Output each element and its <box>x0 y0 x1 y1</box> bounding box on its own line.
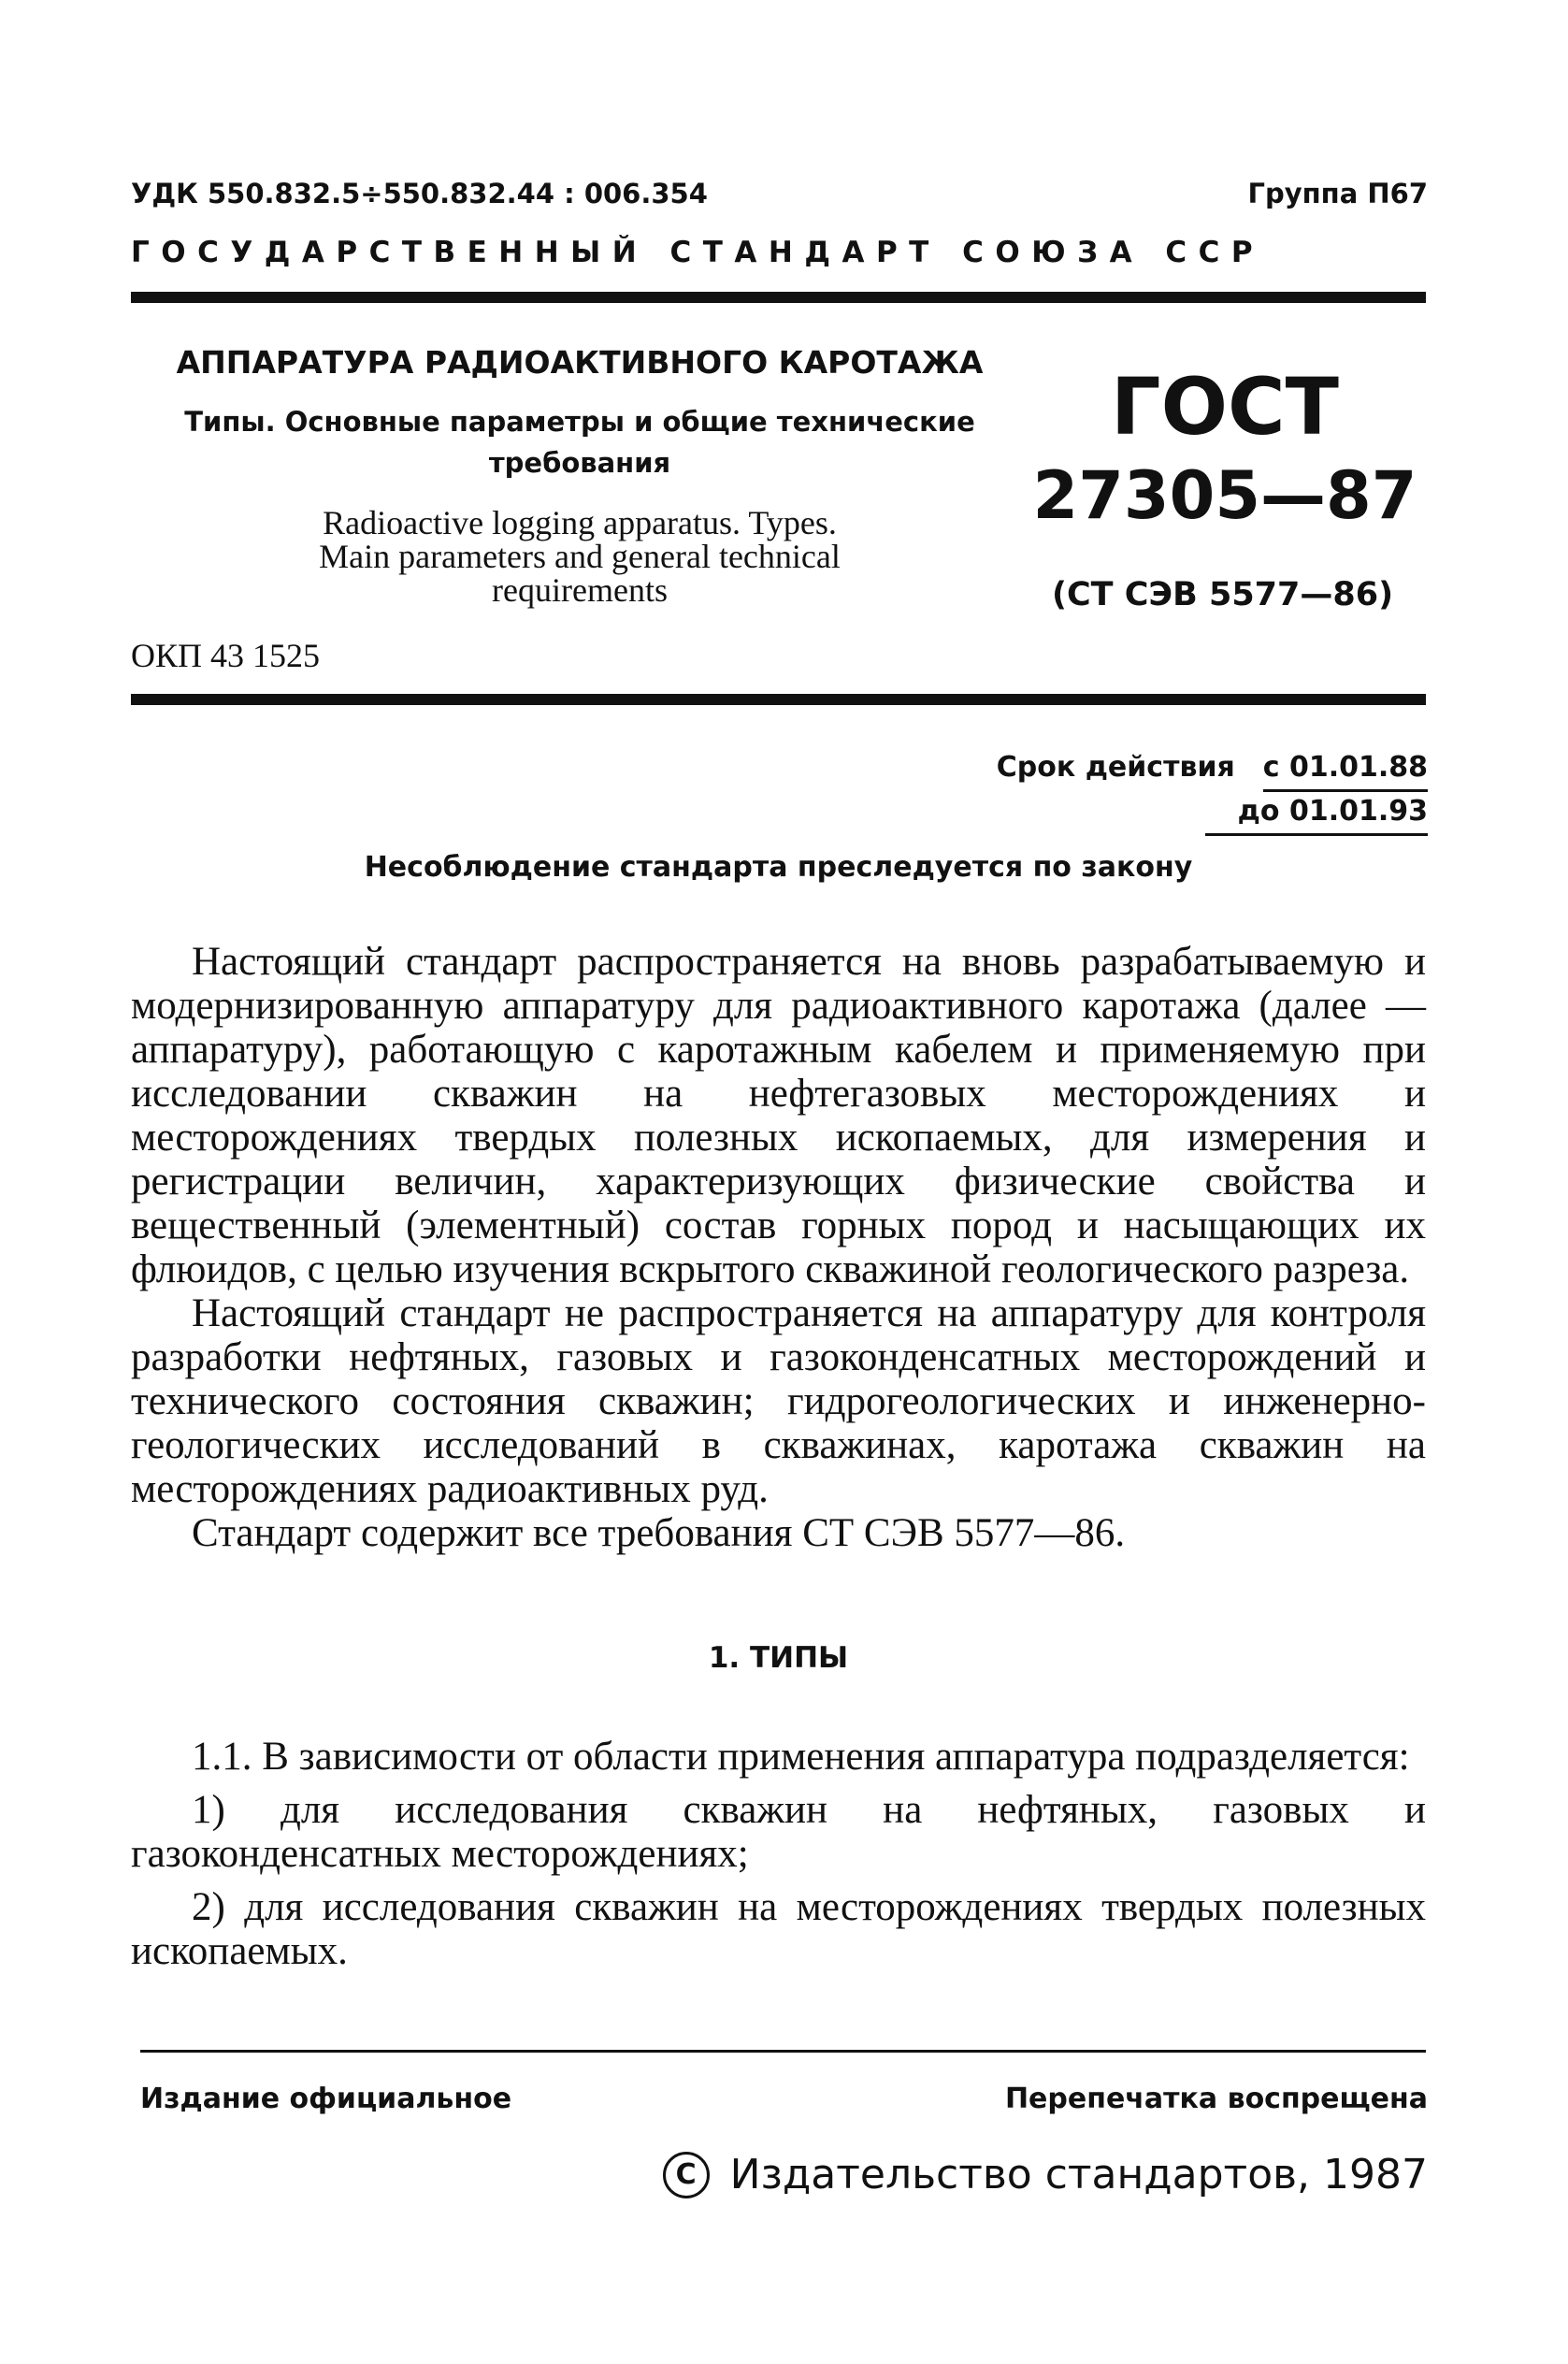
paragraph-scope: Настоящий стандарт распространяется на вновь разрабатываемую и модернизированную аппаратуру для радиоактивного каротажа (далее — аппаратуру), работающую с каротажным кабелем и применяемую при исследовании скважин на нефтегазовых месторождениях и месторождениях твердых полезных ископаемых, для измерения и регистрации величин, характеризующих физические свойства и вещественный (элементный) состав горных пород и насыщающих их флюидов, с целью изучения вскрытого скважиной геологического разреза. <box>131 940 1426 1291</box>
gost-word: ГОСТ <box>1111 361 1339 453</box>
validity-period <box>997 748 1428 836</box>
udk-code: УДК 550.832.5÷550.832.44 : 006.354 <box>131 178 708 209</box>
title-en-line2: Main parameters and general technical <box>319 538 841 575</box>
section-title-types: 1. ТИПЫ <box>708 1641 849 1675</box>
header-divider <box>131 292 1426 303</box>
list-item-1: 1) для исследования скважин на нефтяных, газовых и газоконденсатных месторождениях; <box>131 1788 1426 1876</box>
legal-warning: Несоблюдение стандарта преследуется по закону <box>364 851 1193 884</box>
title-en-line1: Radioactive logging apparatus. Types. <box>323 504 837 541</box>
group-code: Группа П67 <box>1247 178 1428 209</box>
reprint-prohibited: Перепечатка воспрещена <box>1004 2083 1428 2115</box>
title-divider <box>131 694 1426 705</box>
gost-designation <box>1010 361 1440 613</box>
paragraph-cmea: Стандарт содержит все требования СТ СЭВ 5577—86. <box>192 1511 1126 1555</box>
publisher-text: Издательство стандартов, 1987 <box>729 2151 1428 2198</box>
cmea-reference: (СТ СЭВ 5577—86) <box>1052 576 1394 613</box>
clause-1-1: 1.1. В зависимости от области применения аппаратура подразделяется: <box>192 1735 1410 1779</box>
title-block <box>168 344 991 607</box>
title-en <box>168 506 991 607</box>
copyright-icon: C <box>663 2152 710 2198</box>
body-text <box>131 940 1426 1555</box>
validity-to: до 01.01.93 <box>1205 792 1428 836</box>
official-edition: Издание официальное <box>140 2083 512 2115</box>
title-ru-sub-line2: требования <box>488 447 671 479</box>
list-item-2: 2) для исследования скважин на месторождениях твердых полезных ископаемых. <box>131 1885 1426 1973</box>
validity-label: Срок действия <box>996 751 1235 784</box>
title-ru-sub <box>168 401 991 483</box>
validity-from: с 01.01.88 <box>1263 748 1428 792</box>
state-standard-heading: ГОСУДАРСТВЕННЫЙ СТАНДАРТ СОЮЗА ССР <box>131 236 1265 269</box>
title-ru-main: АППАРАТУРА РАДИОАКТИВНОГО КАРОТАЖА <box>176 344 984 381</box>
title-ru-sub-line1: Типы. Основные параметры и общие технические <box>184 406 975 438</box>
title-en-line3: requirements <box>492 571 668 609</box>
publisher <box>663 2151 1428 2198</box>
footer-divider <box>140 2050 1426 2053</box>
okp-code: ОКП 43 1525 <box>131 637 321 674</box>
section1-content <box>131 1735 1426 1982</box>
gost-number: 27305—87 <box>1032 457 1417 534</box>
paragraph-exclusions: Настоящий стандарт не распространяется на аппаратуру для контроля разработки нефтяных, газовых и газоконденсатных месторождений и технического состояния скважин; гидрогеологических и инженерно-геологических исследований в скважинах, каротажа скважин на месторождениях радиоактивных руд. <box>131 1291 1426 1511</box>
